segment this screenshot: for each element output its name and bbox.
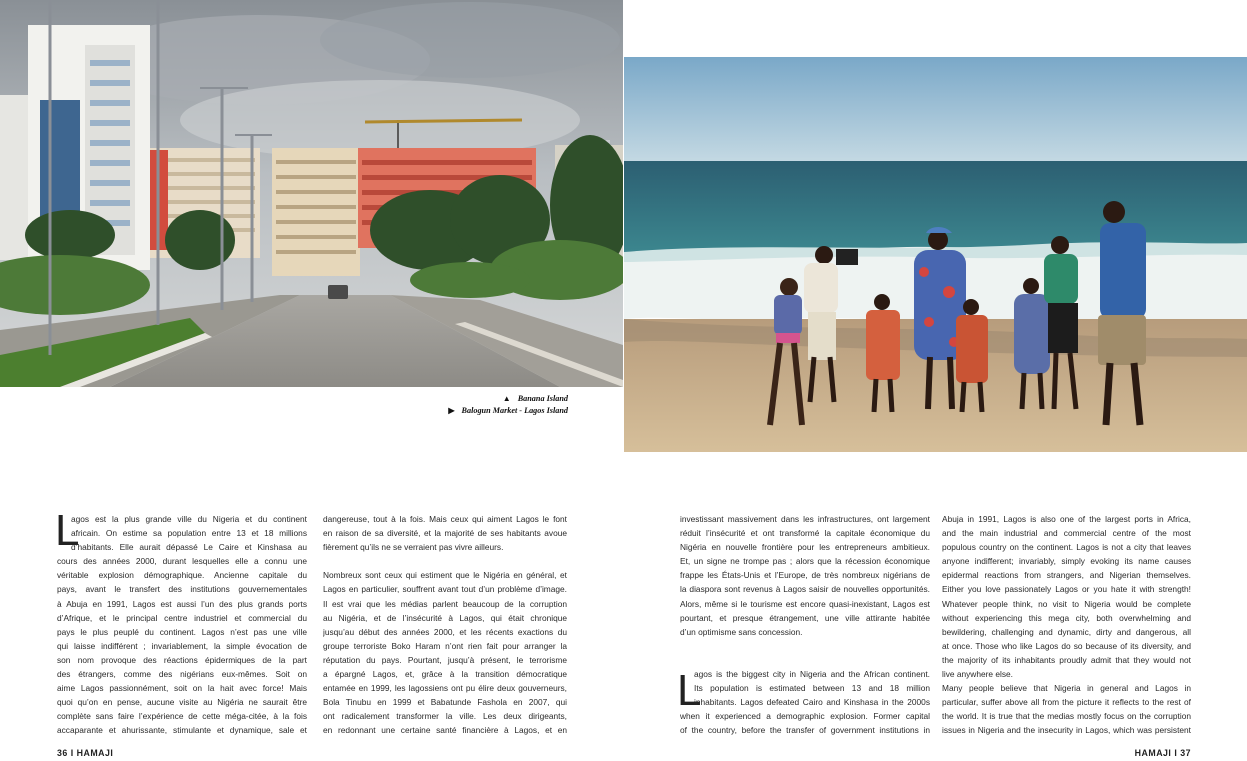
text-line: jusqu’au début des années 2000, et les récents exactions du <box>323 626 567 637</box>
text-line: Lagos en particulier, souffrent avant tout d’un problème d’image. <box>323 584 567 595</box>
paragraph-gap <box>680 653 930 667</box>
text-line: frappe les États-Unis et l’Europe, de très nombreux nigérians de <box>680 570 930 581</box>
text-line: groupe terroriste Boko Haram n’ont rien fait pour arranger la <box>323 640 567 651</box>
text-line: Either you love passionately Lagos or you hate it with strength! <box>942 584 1191 595</box>
text-line: particular, suffer above all from the picture it reflects to the rest of <box>942 697 1191 708</box>
text-line: dangereuse, tout à la fois. Mais ceux qui aiment Lagos le font <box>323 514 567 524</box>
text-line: accaparante et ahurissante, stimulante et dynamique, sale et <box>57 725 307 736</box>
text-line: Bola Tinubu en 1999 et Babatunde Fashola en 2007, qui <box>323 697 567 708</box>
text-line: réputation du pays. Pourtant, jusqu’à présent, le terrorisme <box>323 654 567 665</box>
text-line: Et, un signe ne trompe pas ; alors que la récession économique <box>680 556 930 567</box>
text-line: the world. It is true that the medias mostly focus on the corruption <box>942 711 1191 722</box>
text-line: pourtant, et presque étrangement, une ville attirante habitée <box>680 612 930 623</box>
text-line: fièrement qu’ils ne se verraient pas vivre ailleurs. <box>323 542 504 553</box>
dropcap-english: L <box>677 666 702 715</box>
text-line: ont radicalement transformer la ville. Les deux dirigeants, <box>323 711 567 722</box>
text-line: aime Lagos passionnément, soit on la hait avec force! Mais <box>57 683 307 694</box>
text-line: anyone indifferent; invariably, simply evoking its name causes <box>942 556 1191 567</box>
paragraph-gap <box>680 639 930 653</box>
text-line: d’habitants. Elle aurait dépassé Le Caire et Kinshasa au <box>71 542 307 553</box>
text-line: quoi qu’on en pense, aucune visite au Nigéria ne saurait être <box>57 697 307 708</box>
text-line: Il est vrai que les médias parlent beaucoup de la corruption <box>323 598 567 609</box>
text-line: la diaspora sont revenus à Lagos saisir de nouvelles opportunités. <box>680 584 930 595</box>
text-line: Abuja in 1991, Lagos is also one of the largest ports in Africa, <box>942 514 1191 524</box>
text-line: when it experienced a demographic explosion. Former capital <box>680 711 930 722</box>
text-line: without experiencing this mega city, both overwhelming and <box>942 612 1191 623</box>
text-line: Whatever people think, no visit to Nigeria would be complete <box>942 598 1191 609</box>
text-line: investissant massivement dans les infrastructures, ont largement <box>680 514 930 524</box>
text-line: issues in Nigeria and the insecurity in Lagos, which was persistent <box>942 725 1191 736</box>
page-number-right: HAMAJI I 37 <box>1134 748 1191 758</box>
text-line: en redonnant une certaine santé financière à Lagos, et en <box>323 725 567 736</box>
text-line: en raison de sa diversité, et la majorité de ses habitants avoue <box>323 528 567 539</box>
text-line: the majority of its inhabitants proudly admit that they would not <box>942 654 1191 665</box>
text-line: entamée en 1999, les lagossiens ont pu élire deux gouverneurs, <box>323 683 567 694</box>
text-line: Many people believe that Nigeria in general and Lagos in <box>942 683 1191 694</box>
text-line: à Abuja en 1991, Lagos est aussi l’un des plus grands ports <box>57 598 307 609</box>
text-line: d’Afrique, et le principal centre industriel et commercial du <box>57 612 307 623</box>
article-column-3 <box>680 512 930 738</box>
text-line: au Nigéria, et de l’insécurité à Lagos, qui était chronique <box>323 612 567 623</box>
text-line: Nigéria en nouvelle frontière pour les entrepreneurs ambitieux. <box>680 542 930 553</box>
text-line: pays, avant le transfert des institutions gouvernementales <box>57 584 307 595</box>
text-line: son nom provoque des réactions épidermiques de la part <box>57 654 307 665</box>
text-line: réduit l’insécurité et ont transformé la capitale économique du <box>680 528 930 539</box>
text-line: epidermal reactions from strangers, and Nigerian themselves. <box>942 570 1191 581</box>
text-line: and the main industrial and commercial centre of the most <box>942 528 1191 539</box>
text-line: live anywhere else. <box>942 669 1013 680</box>
paragraph-gap <box>323 554 567 568</box>
text-line: d’un optimisme sans concession. <box>680 626 803 637</box>
text-line: des étrangers, comme des nigérians eux-mêmes. Soit on <box>57 669 307 680</box>
article-column-4 <box>942 512 1191 738</box>
text-line: a épargné Lagos, et, grâce à la transition démocratique <box>323 669 567 680</box>
caption-balogun-market: ▶ Balogun Market - Lagos Island <box>448 406 568 415</box>
text-line: Alors, même si le tourisme est encore quasi-inexistant, Lagos est <box>680 598 930 609</box>
article-column-1 <box>55 506 307 738</box>
text-line: complète sans faire l’expérience de cette méga-citée, à la fois <box>57 711 307 722</box>
dropcap-french: L <box>55 506 80 555</box>
caption-banana-island: ▲ Banana Island <box>502 394 568 403</box>
text-line: véritable explosion démographique. Ancienne capitale du <box>57 570 307 581</box>
triangle-right-icon: ▶ <box>448 406 455 415</box>
text-line: pays le plus peuplé du continent. Lagos n’est pas une ville <box>57 626 307 637</box>
text-line: at once. Those who like Lagos do so because of its diversity, and <box>942 640 1191 651</box>
triangle-up-icon: ▲ <box>502 394 511 403</box>
text-line: Nombreux sont ceux qui estiment que le Nigéria en général, et <box>323 570 567 581</box>
text-line: Its population is estimated between 13 and 18 million <box>694 683 930 694</box>
text-line: qui laisse indifférent ; invariablement, la simple évocation de <box>57 640 307 651</box>
balogun-beach-photo <box>624 57 1247 452</box>
banana-island-photo <box>0 0 623 387</box>
photo-captions <box>380 393 568 417</box>
article-column-2 <box>323 512 567 738</box>
text-line: inhabitants. Lagos defeated Cairo and Kinshasa in the 2000s <box>694 697 930 708</box>
text-line: africain. On estime sa population entre 13 et 18 millions <box>71 528 307 539</box>
page-number-left: 36 I HAMAJI <box>57 748 114 758</box>
text-line: of the country, before the transfer of government institutions in <box>680 725 930 736</box>
text-line: bewildering, challenging and dynamic, dirty and dangerous, all <box>942 626 1191 637</box>
text-line: cours des années 2000, durant lesquelles elle a connu une <box>57 556 307 567</box>
text-line: populous country on the continent. Lagos is not a city that leaves <box>942 542 1191 553</box>
text-line: agos est la plus grande ville du Nigeria et du continent <box>71 514 307 524</box>
text-line: agos is the biggest city in Nigeria and the African continent. <box>694 669 930 680</box>
